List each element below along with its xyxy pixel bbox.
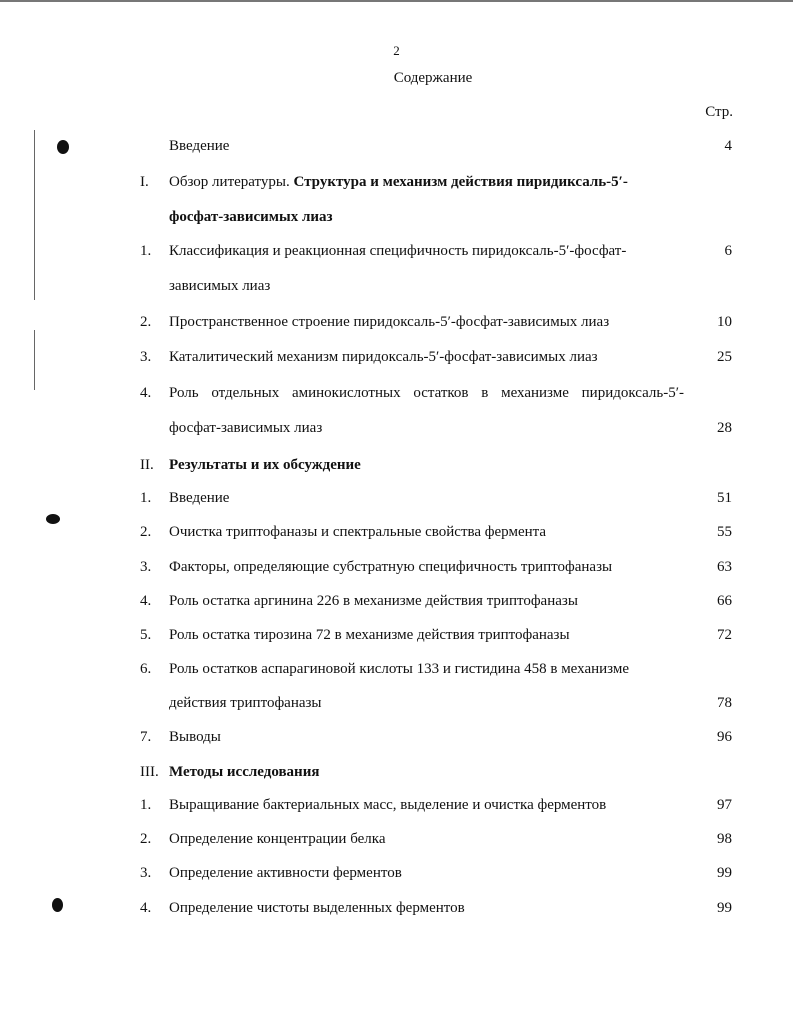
toc-entry [0,383,793,403]
toc-entry-number: III. [140,764,159,780]
toc-entry-text: Роль остатка аргинина 226 в механизме действия триптофаназы [169,593,578,609]
toc-entry-number: 1. [140,490,152,506]
toc-entry [0,762,793,782]
toc-entry-number: 2. [140,524,152,540]
toc-entry-page: 66 [717,593,732,609]
toc-entry-number: 3. [140,559,152,575]
toc-entry-text: фосфат-зависимых лиаз [169,209,333,225]
toc-entry-page: 99 [717,865,732,881]
toc-entry [0,207,793,227]
toc-entry [0,136,793,156]
toc-entry-text: Определение активности ферментов [169,865,402,881]
toc-entry-page: 25 [717,349,732,365]
toc-entry-title [169,418,322,438]
toc-entry-page: 72 [717,627,732,643]
toc-entry-title [169,383,684,403]
toc-entry-number: 2. [140,831,152,847]
toc-entry-number: 5. [140,627,152,643]
toc-entry-number: 4. [140,593,152,609]
toc-entry [0,727,793,747]
toc-entry-number: II. [140,457,154,473]
toc-entry [0,522,793,542]
toc-entry-title [169,522,546,542]
toc-entry-text: Факторы, определяющие субстратную специфичность триптофаназы [169,559,613,575]
toc-entry-text: Структура и механизм действия пиридиксаль-5′- [293,174,628,190]
toc-entry-title [169,762,319,782]
toc-entry-number: 7. [140,729,152,745]
toc-entry [0,795,793,815]
toc-entry-number: 4. [140,385,152,401]
toc-entry [0,898,793,918]
toc-entry-title [169,557,612,577]
toc-entry [0,625,793,645]
toc-entry-title [169,659,629,679]
toc-entry-text: Введение [169,490,230,506]
page-title: Содержание [393,70,473,86]
toc-entry [0,172,793,192]
toc-entry-title [169,488,229,508]
toc-entry-page: 55 [717,524,732,540]
toc-entry-title [169,727,221,747]
toc-entry [0,241,793,261]
toc-entry [0,863,793,883]
toc-entry-page: 6 [724,243,732,259]
toc-entry-text: Очистка триптофаназы и спектральные свойства фермента [169,524,547,540]
toc-entry-title [169,136,229,156]
page-column-label: Стр. [705,104,733,120]
toc-entry [0,276,793,296]
toc-entry-text: Выращивание бактериальных масс, выделение и очистка ферментов [169,797,607,813]
toc-entry-text: Роль остатка тирозина 72 в механизме действия триптофаназы [169,627,570,643]
page-number: 2 [393,43,400,58]
toc-entry-text: Введение [169,138,230,154]
toc-entry-title [169,898,465,918]
toc-entry-text: Определение чистоты выделенных ферментов [169,900,465,916]
toc-entry-text: Роль остатков аспарагиновой кислоты 133 и гистидина 458 в механизме [169,661,630,677]
toc-entry-page: 51 [717,490,732,506]
toc-entry-page: 78 [717,695,732,711]
toc-entry [0,659,793,679]
toc-entry [0,591,793,611]
toc-entry-title [169,591,578,611]
toc-entry-number: 2. [140,314,152,330]
toc-entry-text: Классификация и реакционная специфичность пиридоксаль-5′-фосфат- [169,243,627,259]
toc-entry-text: Пространственное строение пиридоксаль-5′-фосфат-зависимых лиаз [169,314,610,330]
scan-top-edge [0,0,793,2]
toc-entry-text: зависимых лиаз [169,278,271,294]
toc-entry-page: 96 [717,729,732,745]
toc-entry-page: 97 [717,797,732,813]
toc-entry-text: Обзор литературы. [169,174,294,190]
toc-entry-text: Каталитический механизм пиридоксаль-5′-фосфат-зависимых лиаз [169,349,598,365]
toc-entry-text: Выводы [169,729,221,745]
toc-entry-page: 99 [717,900,732,916]
toc-entry-title [169,795,606,815]
toc-entry-title [169,312,609,332]
toc-entry-page: 4 [724,138,732,154]
toc-entry-number: I. [140,174,149,190]
toc-entry [0,557,793,577]
toc-entry-page: 63 [717,559,732,575]
toc-entry-title [169,455,361,475]
toc-entry-text: фосфат-зависимых лиаз [169,420,323,436]
toc-entry-number: 3. [140,865,152,881]
toc-entry [0,693,793,713]
toc-entry-number: 3. [140,349,152,365]
toc-entry [0,829,793,849]
toc-entry-title [169,241,626,261]
toc-entry-title [169,276,270,296]
toc-entry-text: Результаты и их обсуждение [169,457,361,473]
toc-entry-title [169,172,628,192]
toc-entry [0,455,793,475]
toc-entry [0,347,793,367]
toc-entry-title [169,347,598,367]
toc-entry [0,418,793,438]
toc-entry [0,312,793,332]
toc-entry-text: Определение концентрации белка [169,831,386,847]
toc-entry-text: Методы исследования [169,764,320,780]
toc-entry-text: Роль отдельных аминокислотных остатков в механизме пиридоксаль-5′- [169,385,684,401]
toc-entry-title [169,863,402,883]
toc-entry-text: действия триптофаназы [169,695,322,711]
toc-entry-title [169,693,322,713]
toc-entry-page: 10 [717,314,732,330]
toc-entry-title [169,829,386,849]
toc-entry [0,488,793,508]
toc-entry-page: 28 [717,420,732,436]
toc-entry-page: 98 [717,831,732,847]
toc-entry-number: 6. [140,661,152,677]
toc-entry-title [169,625,570,645]
toc-entry-title [169,207,333,227]
toc-entry-number: 1. [140,243,152,259]
toc-entry-number: 4. [140,900,152,916]
toc-entry-number: 1. [140,797,152,813]
